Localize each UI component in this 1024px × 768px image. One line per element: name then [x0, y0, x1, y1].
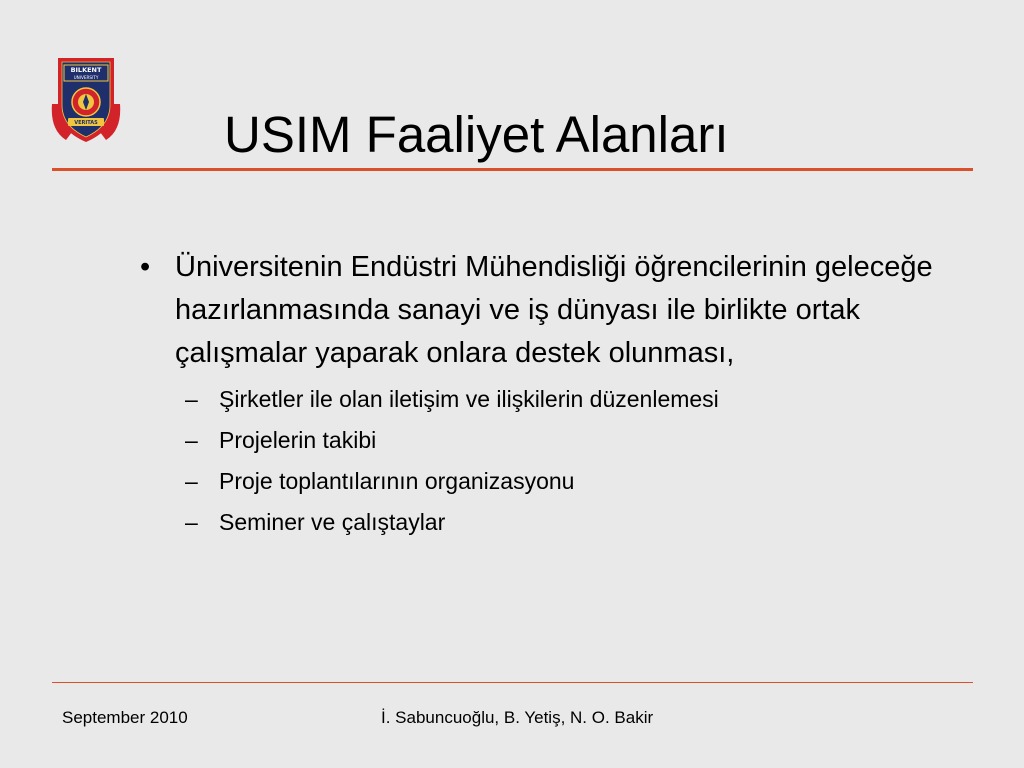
sub-bullet-marker: –: [185, 509, 198, 535]
sub-bullet-item: [130, 502, 960, 543]
main-bullet: [130, 246, 960, 375]
sub-bullet-text: Seminer ve çalıştaylar: [219, 509, 446, 535]
footer-authors: İ. Sabuncuoğlu, B. Yetiş, N. O. Bakir: [381, 708, 654, 727]
footer-date: September 2010: [62, 708, 188, 727]
slide-body: [130, 246, 960, 543]
sub-bullet-item: [130, 420, 960, 461]
sub-bullet-item: [130, 379, 960, 420]
sub-bullet-text: Şirketler ile olan iletişim ve ilişkilerin düzenlemesi: [219, 386, 719, 412]
university-logo: [48, 52, 124, 148]
slide-title: USIM Faaliyet Alanları: [224, 106, 729, 163]
sub-bullet-marker: –: [185, 386, 198, 412]
sub-bullet-text: Projelerin takibi: [219, 427, 377, 453]
sub-bullet-list: [130, 379, 960, 543]
sub-bullet-marker: –: [185, 468, 198, 494]
bilkent-emblem-icon: [48, 52, 124, 148]
bullet-marker: •: [140, 251, 151, 283]
emblem-banner-text: VERITAS: [74, 120, 98, 126]
sub-bullet-text: Proje toplantılarının organizasyonu: [219, 468, 575, 494]
emblem-top-text: BILKENT: [70, 66, 102, 74]
sub-bullet-marker: –: [185, 427, 198, 453]
footer-divider: [52, 682, 973, 683]
emblem-sub-text: UNIVERSITY: [73, 75, 99, 80]
sub-bullet-item: [130, 461, 960, 502]
title-divider: [52, 168, 973, 171]
main-bullet-text: Üniversitenin Endüstri Mühendisliği öğrencilerinin geleceğe hazırlanmasında sanayi ve iş dünyası ile birlikte ortak çalışmalar yaparak onlara destek olunması,: [175, 251, 933, 369]
